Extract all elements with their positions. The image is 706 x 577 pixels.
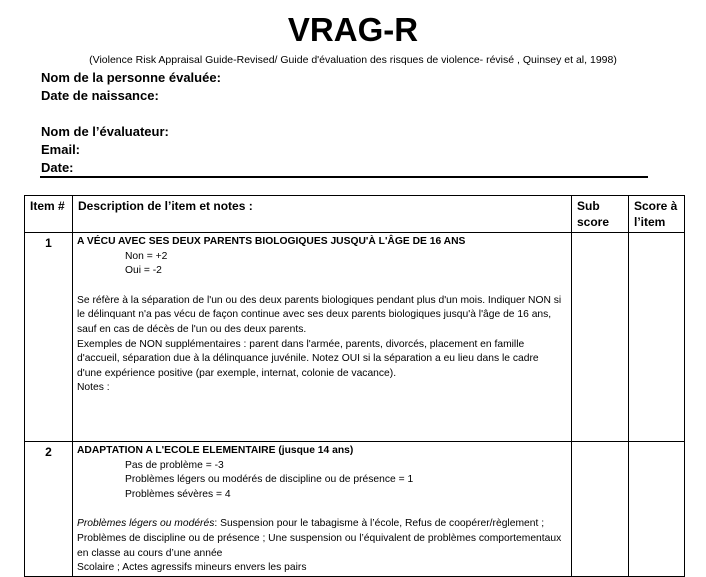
item-title: A VÉCU AVEC SES DEUX PARENTS BIOLOGIQUES JUSQU'À L'ÂGE DE 16 ANS — [77, 236, 466, 247]
item-number: 2 — [25, 442, 73, 577]
item-score-cell[interactable] — [629, 442, 685, 577]
header-sub-score: Sub score — [572, 196, 629, 233]
page-title: VRAG-R — [287, 11, 419, 48]
field-evaluator-name: Nom de l’évaluateur: — [41, 124, 169, 139]
item-examples: Exemples de NON supplémentaires : parent dans l'armée, parents, divorcés, placement en famille d'accueil, séparation due à la délinquance juvénile. Notez OUI si la séparation a eu lieu dans le cadre d'une expérience positive (par exemple, internat, colonie de vacance). — [77, 338, 539, 379]
item-option: Oui = -2 — [125, 265, 162, 277]
header-item-score: Score à l’item — [629, 196, 685, 233]
item-explanation-text: : Suspension pour le tabagisme à l’école, Refus de coopérer/règlement ; Problèmes de discipline ou de présence ; Une suspension ou l’équivalent de problèmes comportementaux en classe au cours d’une année — [77, 518, 562, 559]
item-explanation-continued: Scolaire ; Actes agressifs mineurs envers les pairs — [77, 562, 307, 574]
sub-score-cell[interactable] — [572, 442, 629, 577]
item-description — [73, 442, 572, 577]
item-option: Problèmes légers ou modérés de discipline ou de présence = 1 — [125, 474, 414, 486]
item-option: Non = +2 — [125, 250, 168, 262]
field-email: Email: — [41, 142, 81, 157]
header-description: Description de l’item et notes : — [73, 196, 572, 233]
sub-score-cell[interactable] — [572, 233, 629, 442]
field-date-of-birth: Date de naissance: — [41, 88, 159, 103]
item-option: Problèmes sévères = 4 — [125, 488, 231, 500]
item-notes-label: Notes : — [77, 382, 110, 394]
table-row — [25, 442, 685, 577]
item-option: Pas de problème = -3 — [125, 459, 224, 471]
item-number: 1 — [25, 233, 73, 442]
header-divider — [40, 176, 648, 178]
item-description — [73, 233, 572, 442]
item-score-cell[interactable] — [629, 233, 685, 442]
table-row — [25, 233, 685, 442]
item-explanation: Se réfère à la séparation de l'un ou des deux parents biologiques pendant plus d'un mois. Indiquer NON si le délinquant n'a pas vécu de façon continue avec ses deux parents biologiques jusqu'à l'âge de 16 ans, sauf en cas de décès de l'un ou des deux parents. — [77, 294, 562, 335]
table-header-row — [25, 196, 685, 233]
field-person-name: Nom de la personne évaluée: — [41, 70, 221, 85]
item-italic-lead: Problèmes légers ou modérés — [77, 518, 215, 530]
field-date: Date: — [41, 160, 74, 175]
item-title: ADAPTATION A L'ECOLE ELEMENTAIRE (jusque 14 ans) — [77, 445, 354, 456]
header-item: Item # — [25, 196, 73, 233]
item-explanation — [77, 517, 565, 561]
items-table — [24, 195, 685, 577]
page-subtitle: (Violence Risk Appraisal Guide-Revised/ Guide d'évaluation des risques de violence- révisé , Quinsey et al, 1998) — [89, 54, 617, 66]
